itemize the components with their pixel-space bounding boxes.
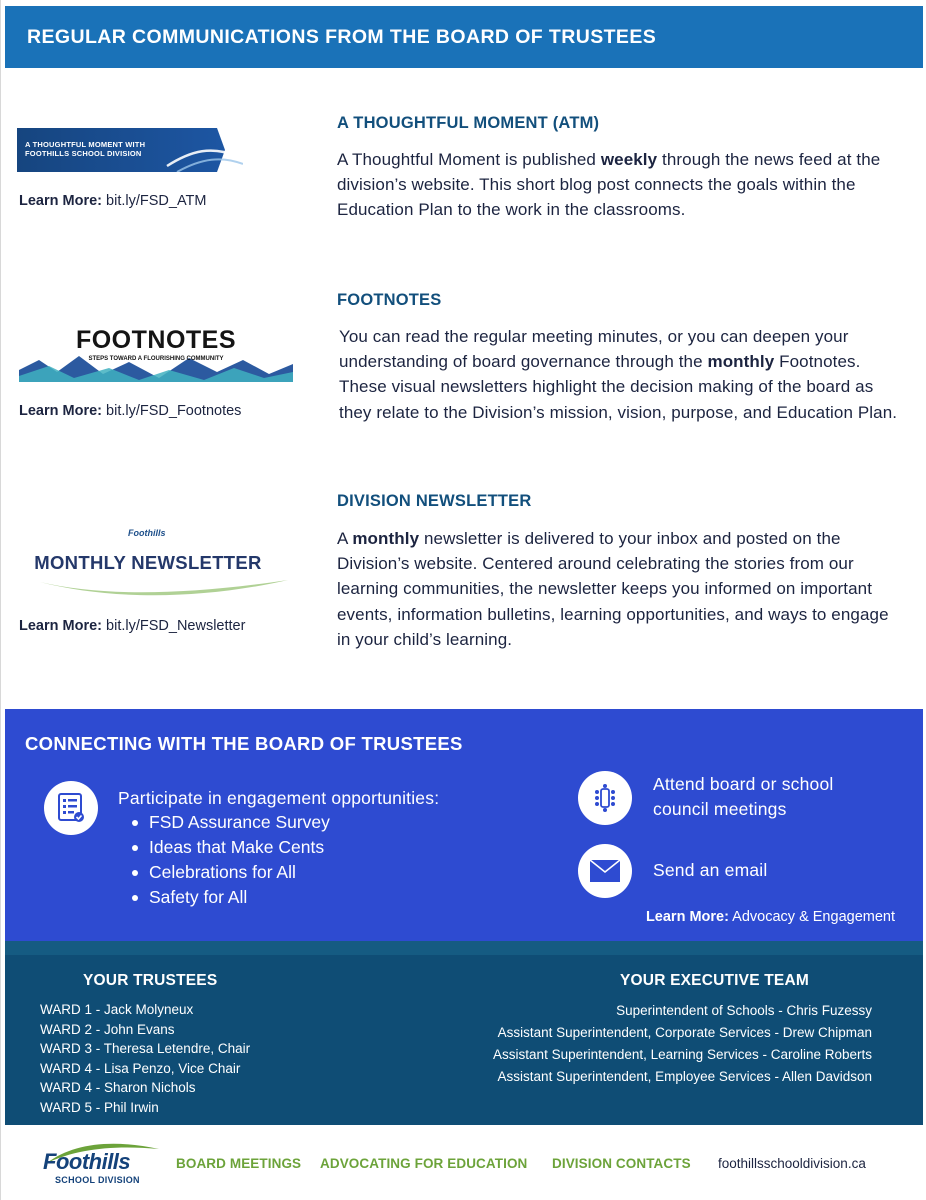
atm-body-post: through the news feed at the division’s website. This short blog post connects the goals within the Education Plan to the work in the classrooms. bbox=[337, 150, 881, 220]
list-item: Superintendent of Schools - Chris Fuzessy bbox=[616, 1003, 872, 1018]
newsletter-learn-link[interactable]: bit.ly/FSD_Newsletter bbox=[106, 618, 246, 634]
page-title: REGULAR COMMUNICATIONS FROM THE BOARD OF TRUSTEES bbox=[27, 25, 657, 48]
division-contacts-link[interactable]: DIVISION CONTACTS bbox=[552, 1156, 691, 1171]
footnotes-body-post: Footnotes. These visual newsletters highlight the decision making of the board as they relate to the Division’s mission, vision, purpose, and Education Plan. bbox=[339, 352, 898, 422]
newsletter-banner-brand: Foothills bbox=[128, 528, 166, 538]
atm-body bbox=[337, 147, 897, 223]
advocating-link[interactable]: ADVOCATING FOR EDUCATION bbox=[320, 1156, 528, 1171]
footnotes-learn-label: Learn More: bbox=[19, 403, 102, 419]
meeting-icon bbox=[578, 771, 632, 825]
footnotes-learn-more[interactable] bbox=[19, 403, 241, 419]
board-meetings-link[interactable]: BOARD MEETINGS bbox=[176, 1156, 302, 1171]
footnotes-banner bbox=[19, 322, 293, 382]
email-icon[interactable] bbox=[578, 844, 632, 898]
footnotes-banner-sub: STEPS TOWARD A FLOURISHING COMMUNITY bbox=[88, 356, 224, 362]
list-item[interactable]: Safety for All bbox=[130, 885, 330, 910]
atm-learn-more[interactable] bbox=[19, 193, 206, 209]
executive-list bbox=[493, 1000, 872, 1088]
newsletter-body-bold: monthly bbox=[352, 529, 420, 548]
footnotes-title: FOOTNOTES bbox=[337, 291, 442, 309]
foothills-logo[interactable] bbox=[43, 1139, 163, 1189]
newsletter-body-pre: A bbox=[337, 529, 353, 548]
newsletter-body bbox=[337, 526, 903, 652]
newsletter-banner bbox=[20, 528, 290, 598]
footnotes-banner-title: FOOTNOTES bbox=[75, 326, 237, 354]
list-item: WARD 1 - Jack Molyneux bbox=[40, 1002, 194, 1017]
connect-learn-more[interactable] bbox=[646, 909, 895, 925]
atm-body-bold: weekly bbox=[600, 150, 658, 169]
leadership-section bbox=[5, 955, 923, 1125]
list-item: WARD 4 - Lisa Penzo, Vice Chair bbox=[40, 1060, 241, 1076]
website-link[interactable]: foothillsschooldivision.ca bbox=[718, 1156, 866, 1171]
atm-body-pre: A Thoughtful Moment is published bbox=[337, 150, 601, 169]
connect-section bbox=[5, 709, 923, 941]
trustees-list bbox=[40, 1000, 250, 1118]
connect-learn-link[interactable]: Advocacy & Engagement bbox=[732, 909, 895, 925]
trustees-title: YOUR TRUSTEES bbox=[83, 972, 218, 989]
list-item: WARD 4 - Sharon Nichols bbox=[40, 1080, 196, 1096]
list-item: WARD 2 - John Evans bbox=[40, 1021, 175, 1037]
footer bbox=[5, 1125, 923, 1200]
list-item: Assistant Superintendent, Employee Services - Allen Davidson bbox=[497, 1069, 872, 1084]
list-item: WARD 5 - Phil Irwin bbox=[40, 1099, 159, 1115]
footnotes-learn-link[interactable]: bit.ly/FSD_Footnotes bbox=[106, 403, 242, 419]
page-header bbox=[5, 6, 923, 68]
atm-title: A THOUGHTFUL MOMENT (ATM) bbox=[337, 114, 600, 132]
list-item: Assistant Superintendent, Corporate Services - Drew Chipman bbox=[497, 1025, 872, 1040]
newsletter-learn-more[interactable] bbox=[19, 618, 245, 634]
email-text[interactable]: Send an email bbox=[653, 860, 768, 880]
list-item[interactable]: FSD Assurance Survey bbox=[130, 810, 330, 835]
list-item[interactable]: Celebrations for All bbox=[130, 860, 330, 885]
newsletter-learn-label: Learn More: bbox=[19, 618, 102, 634]
swoosh-graphic bbox=[20, 574, 290, 598]
atm-learn-link[interactable]: bit.ly/FSD_ATM bbox=[106, 193, 207, 209]
survey-icon bbox=[44, 781, 98, 835]
footnotes-body-pre: You can read the regular meeting minutes, or you can deepen your understanding of board governance through the bbox=[339, 327, 849, 372]
atm-banner-line1: A THOUGHTFUL MOMENT WITH bbox=[25, 140, 146, 149]
atm-banner-line2: FOOTHILLS SCHOOL DIVISION bbox=[25, 149, 142, 158]
footnotes-body-bold: monthly bbox=[707, 352, 775, 372]
atm-banner bbox=[17, 128, 243, 172]
atm-learn-label: Learn More: bbox=[19, 193, 102, 209]
newsletter-body-post: newsletter is delivered to your inbox and posted on the Division’s website. Centered around celebrating the stories from our learning communities, the newsletter keeps you informed on important events, information bulletins, learning opportunities, and ways to engage in your child’s learning. bbox=[337, 529, 889, 649]
executive-title: YOUR EXECUTIVE TEAM bbox=[620, 972, 809, 989]
footnotes-body bbox=[339, 324, 899, 425]
list-item[interactable]: Ideas that Make Cents bbox=[130, 835, 330, 860]
section-divider bbox=[5, 941, 923, 955]
newsletter-banner-title: MONTHLY NEWSLETTER bbox=[34, 552, 262, 573]
engagement-list bbox=[130, 810, 330, 910]
participate-text: Participate in engagement opportunities: bbox=[118, 788, 440, 808]
logo-name: Foothills bbox=[43, 1149, 131, 1174]
list-item: WARD 3 - Theresa Letendre, Chair bbox=[40, 1041, 251, 1057]
newsletter-title: DIVISION NEWSLETTER bbox=[337, 492, 532, 510]
attend-text: Attend board or school council meetings bbox=[653, 774, 834, 819]
connect-learn-label: Learn More: bbox=[645, 909, 729, 925]
logo-sub: SCHOOL DIVISION bbox=[55, 1175, 140, 1185]
connect-title: CONNECTING WITH THE BOARD OF TRUSTEES bbox=[25, 733, 463, 754]
list-item: Assistant Superintendent, Learning Services - Caroline Roberts bbox=[493, 1047, 872, 1062]
